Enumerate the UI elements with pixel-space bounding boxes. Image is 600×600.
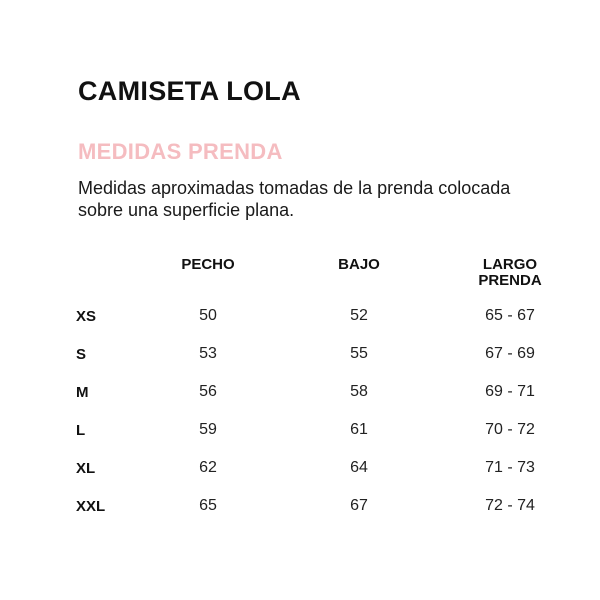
cell-bajo: 52 <box>350 307 368 324</box>
row-size-label: XXL <box>76 498 106 515</box>
cell-bajo: 67 <box>350 497 368 514</box>
column-header-bajo: BAJO <box>338 256 380 273</box>
cell-bajo: 64 <box>350 459 368 476</box>
cell-pecho: 65 <box>199 497 217 514</box>
cell-bajo: 55 <box>350 345 368 362</box>
cell-bajo: 61 <box>350 421 368 438</box>
cell-largo: 71 - 73 <box>485 459 535 476</box>
column-header-largo <box>478 257 541 289</box>
cell-pecho: 53 <box>199 345 217 362</box>
cell-largo: 70 - 72 <box>485 421 535 438</box>
row-size-label: M <box>76 384 89 401</box>
column-header-largo-line1: LARGO <box>482 256 538 273</box>
cell-largo: 67 - 69 <box>485 345 535 362</box>
cell-largo: 72 - 74 <box>485 497 535 514</box>
section-subtitle: MEDIDAS PRENDA <box>78 139 283 164</box>
cell-pecho: 56 <box>199 383 217 400</box>
cell-largo: 65 - 67 <box>485 307 535 324</box>
column-header-largo-line2: PRENDA <box>478 272 542 289</box>
cell-pecho: 50 <box>199 307 217 324</box>
column-header-pecho: PECHO <box>181 256 235 273</box>
cell-largo: 69 - 71 <box>485 383 535 400</box>
cell-pecho: 62 <box>199 459 217 476</box>
row-size-label: XS <box>76 308 97 325</box>
row-size-label: S <box>76 346 87 363</box>
measurement-description: Medidas aproximadas tomadas de la prenda colocada sobre una superficie plana. <box>78 178 511 220</box>
cell-bajo: 58 <box>350 383 368 400</box>
cell-pecho: 59 <box>199 421 217 438</box>
row-size-label: L <box>76 422 86 439</box>
row-size-label: XL <box>76 460 96 477</box>
page-title: CAMISETA LOLA <box>78 76 301 106</box>
